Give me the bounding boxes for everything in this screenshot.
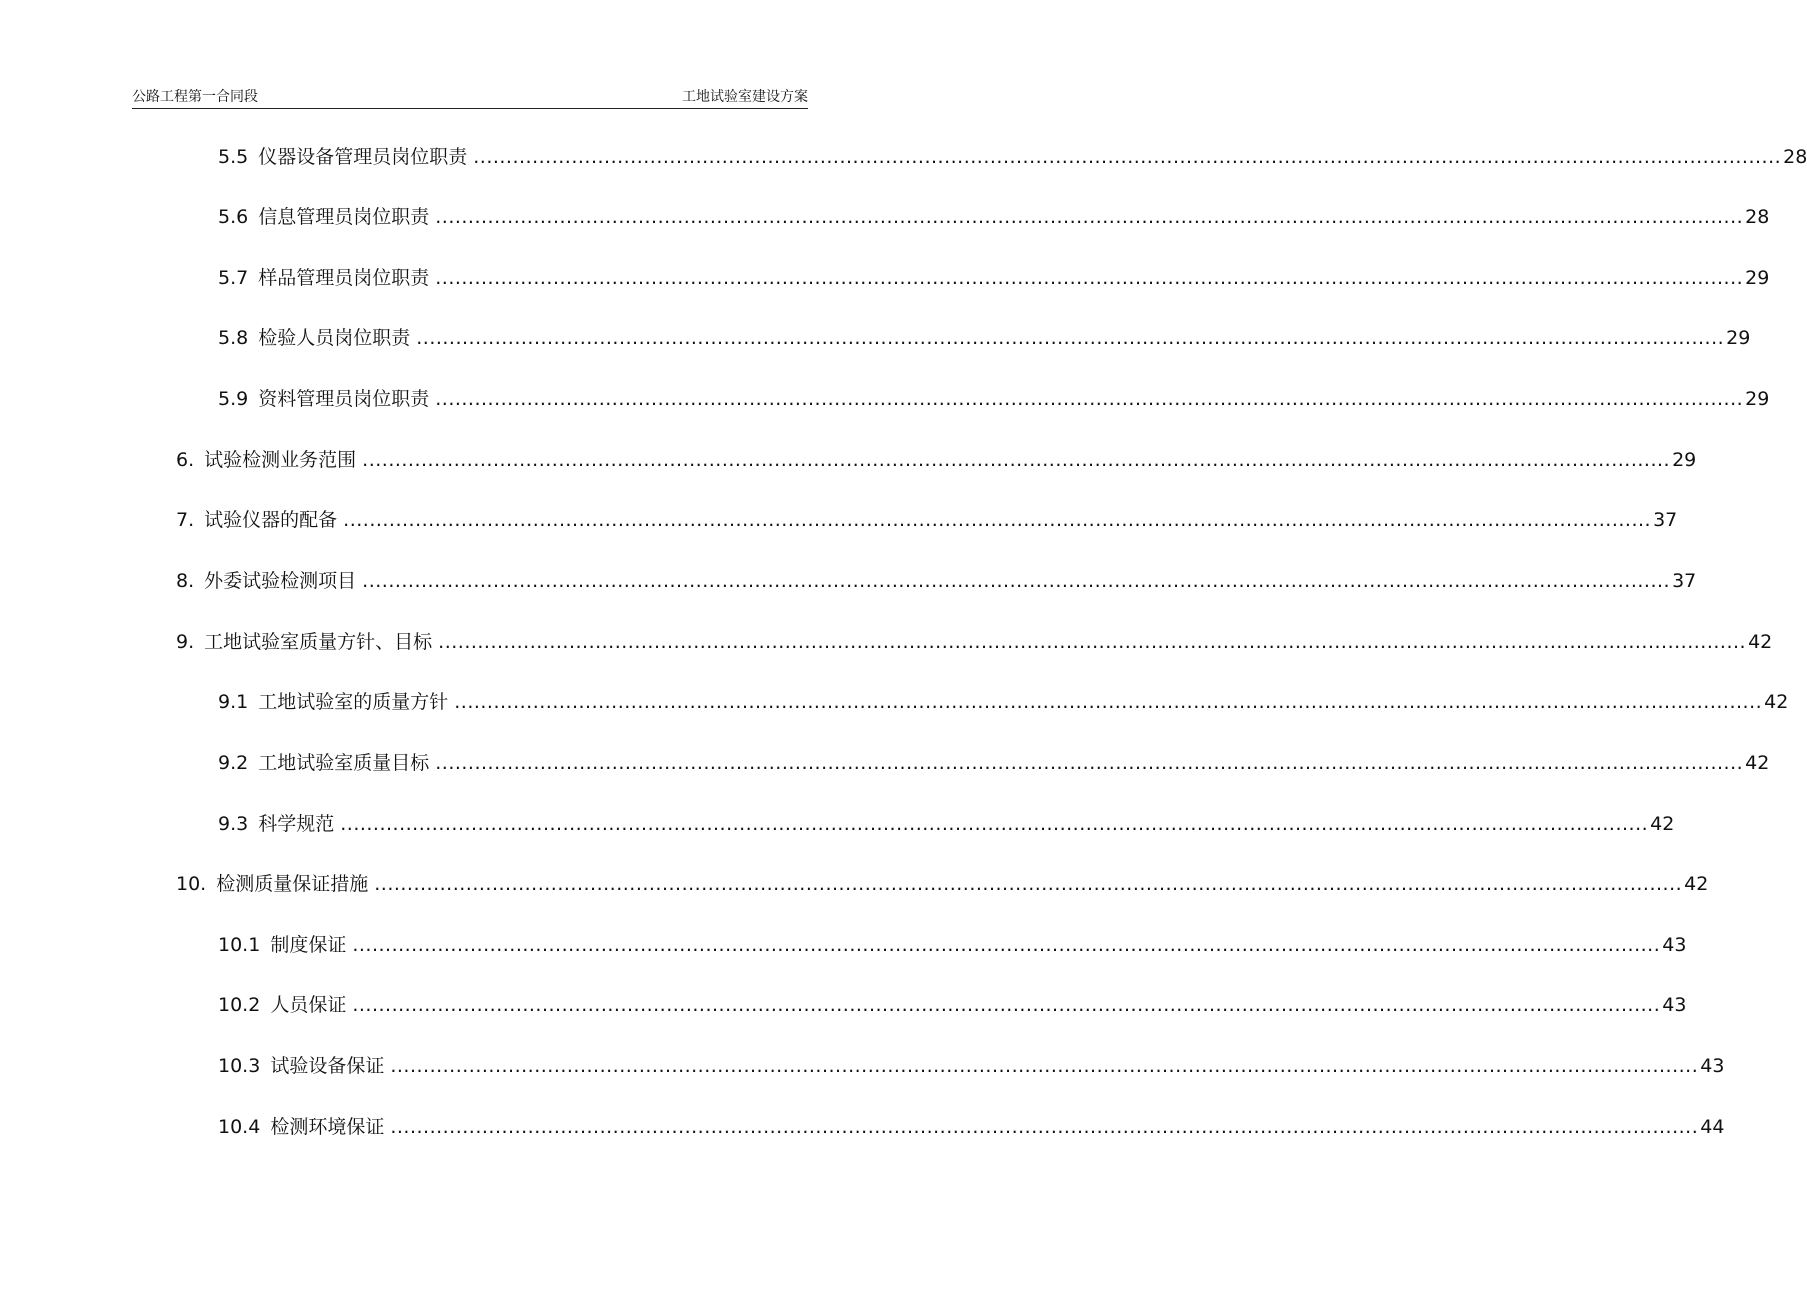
toc-entry-page: 37 (1653, 509, 1678, 531)
toc-entry-number: 10.2 (218, 994, 261, 1016)
toc-entry-page: 42 (1684, 873, 1709, 895)
toc-entry[interactable] (176, 625, 1773, 655)
toc-entry-number: 5.8 (218, 327, 249, 349)
toc-entry[interactable] (176, 564, 1697, 594)
toc-entry-title: 信息管理员岗位职责 (258, 206, 430, 228)
toc-leader-dots: ........................................................................................................................................................................................................ (362, 570, 1671, 592)
toc-entry-title: 资料管理员岗位职责 (258, 388, 430, 410)
toc-entry[interactable] (218, 685, 1789, 715)
toc-entry-title: 工地试验室的质量方针 (258, 691, 449, 713)
toc-leader-dots: ........................................................................................................................................................................................................ (416, 327, 1725, 349)
toc-entry-title: 样品管理员岗位职责 (258, 267, 430, 289)
toc-entry-page: 44 (1700, 1116, 1725, 1138)
toc-leader-dots: ........................................................................................................................................................................................................ (390, 1116, 1699, 1138)
toc-entry-number: 8. (176, 570, 195, 592)
toc-entry-title: 检测环境保证 (270, 1116, 385, 1138)
header-project-name: 公路工程第一合同段 (132, 89, 258, 105)
toc-entry-number: 5.6 (218, 206, 249, 228)
toc-entry-title: 试验仪器的配备 (204, 509, 338, 531)
toc-entry-page: 43 (1662, 934, 1687, 956)
toc-entry[interactable] (218, 1049, 1725, 1079)
toc-entry[interactable] (176, 503, 1678, 533)
toc-entry-page: 28 (1745, 206, 1770, 228)
toc-entry[interactable] (218, 928, 1687, 958)
toc-leader-dots: ........................................................................................................................................................................................................ (374, 873, 1683, 895)
toc-leader-dots: ........................................................................................................................................................................................................ (352, 994, 1661, 1016)
toc-entry-number: 9.3 (218, 813, 249, 835)
toc-entry-title: 检测质量保证措施 (216, 873, 369, 895)
toc-entry[interactable] (176, 443, 1697, 473)
toc-entry-page: 43 (1662, 994, 1687, 1016)
toc-leader-dots: ........................................................................................................................................................................................................ (390, 1055, 1699, 1077)
toc-entry[interactable] (218, 261, 1770, 291)
toc-entry-page: 42 (1748, 631, 1773, 653)
toc-entry-title: 试验检测业务范围 (204, 449, 357, 471)
toc-leader-dots: ........................................................................................................................................................................................................ (362, 449, 1671, 471)
toc-entry[interactable] (176, 867, 1709, 897)
toc-entry-number: 10. (176, 873, 207, 895)
header-document-title: 工地试验室建设方案 (682, 89, 808, 105)
toc-entry-title: 检验人员岗位职责 (258, 327, 411, 349)
toc-entry[interactable] (218, 807, 1675, 837)
toc-entry-title: 试验设备保证 (270, 1055, 385, 1077)
toc-entry-title: 科学规范 (258, 813, 335, 835)
toc-entry-title: 工地试验室质量目标 (258, 752, 430, 774)
toc-entry[interactable] (218, 200, 1770, 230)
toc-leader-dots: ........................................................................................................................................................................................................ (435, 388, 1744, 410)
toc-entry[interactable] (218, 746, 1770, 776)
toc-entry-title: 仪器设备管理员岗位职责 (258, 146, 468, 168)
toc-entry-number: 10.4 (218, 1116, 261, 1138)
toc-entry-number: 5.9 (218, 388, 249, 410)
toc-leader-dots: ........................................................................................................................................................................................................ (435, 206, 1744, 228)
toc-entry[interactable] (218, 1110, 1725, 1140)
toc-entry[interactable] (218, 988, 1687, 1018)
toc-entry-page: 42 (1764, 691, 1789, 713)
toc-entry-number: 10.1 (218, 934, 261, 956)
toc-entry-page: 29 (1672, 449, 1697, 471)
toc-entry-page: 29 (1745, 267, 1770, 289)
toc-entry-page: 28 (1783, 146, 1807, 168)
toc-entry-number: 5.5 (218, 146, 249, 168)
toc-entry[interactable] (218, 382, 1770, 412)
toc-entry-page: 42 (1745, 752, 1770, 774)
toc-leader-dots: ........................................................................................................................................................................................................ (438, 631, 1747, 653)
toc-leader-dots: ........................................................................................................................................................................................................ (473, 146, 1782, 168)
toc-entry-number: 9. (176, 631, 195, 653)
toc-entry-number: 9.1 (218, 691, 249, 713)
toc-entry-number: 9.2 (218, 752, 249, 774)
toc-entry-number: 7. (176, 509, 195, 531)
toc-entry-number: 10.3 (218, 1055, 261, 1077)
toc-leader-dots: ........................................................................................................................................................................................................ (454, 691, 1763, 713)
toc-leader-dots: ........................................................................................................................................................................................................ (435, 752, 1744, 774)
toc-entry-title: 制度保证 (270, 934, 347, 956)
toc-entry-number: 6. (176, 449, 195, 471)
toc-entry-page: 29 (1745, 388, 1770, 410)
toc-entry-page: 43 (1700, 1055, 1725, 1077)
toc-leader-dots: ........................................................................................................................................................................................................ (340, 813, 1649, 835)
page-header (132, 88, 808, 109)
toc-entry[interactable] (218, 140, 1807, 170)
toc-leader-dots: ........................................................................................................................................................................................................ (352, 934, 1661, 956)
toc-entry-page: 29 (1726, 327, 1751, 349)
toc-entry-page: 42 (1650, 813, 1675, 835)
toc-leader-dots: ........................................................................................................................................................................................................ (343, 509, 1652, 531)
toc-entry-page: 37 (1672, 570, 1697, 592)
toc-entry-title: 工地试验室质量方针、目标 (204, 631, 433, 653)
toc-leader-dots: ........................................................................................................................................................................................................ (435, 267, 1744, 289)
toc-entry[interactable] (218, 321, 1751, 351)
toc-entry-title: 人员保证 (270, 994, 347, 1016)
toc-entry-title: 外委试验检测项目 (204, 570, 357, 592)
toc-entry-number: 5.7 (218, 267, 249, 289)
